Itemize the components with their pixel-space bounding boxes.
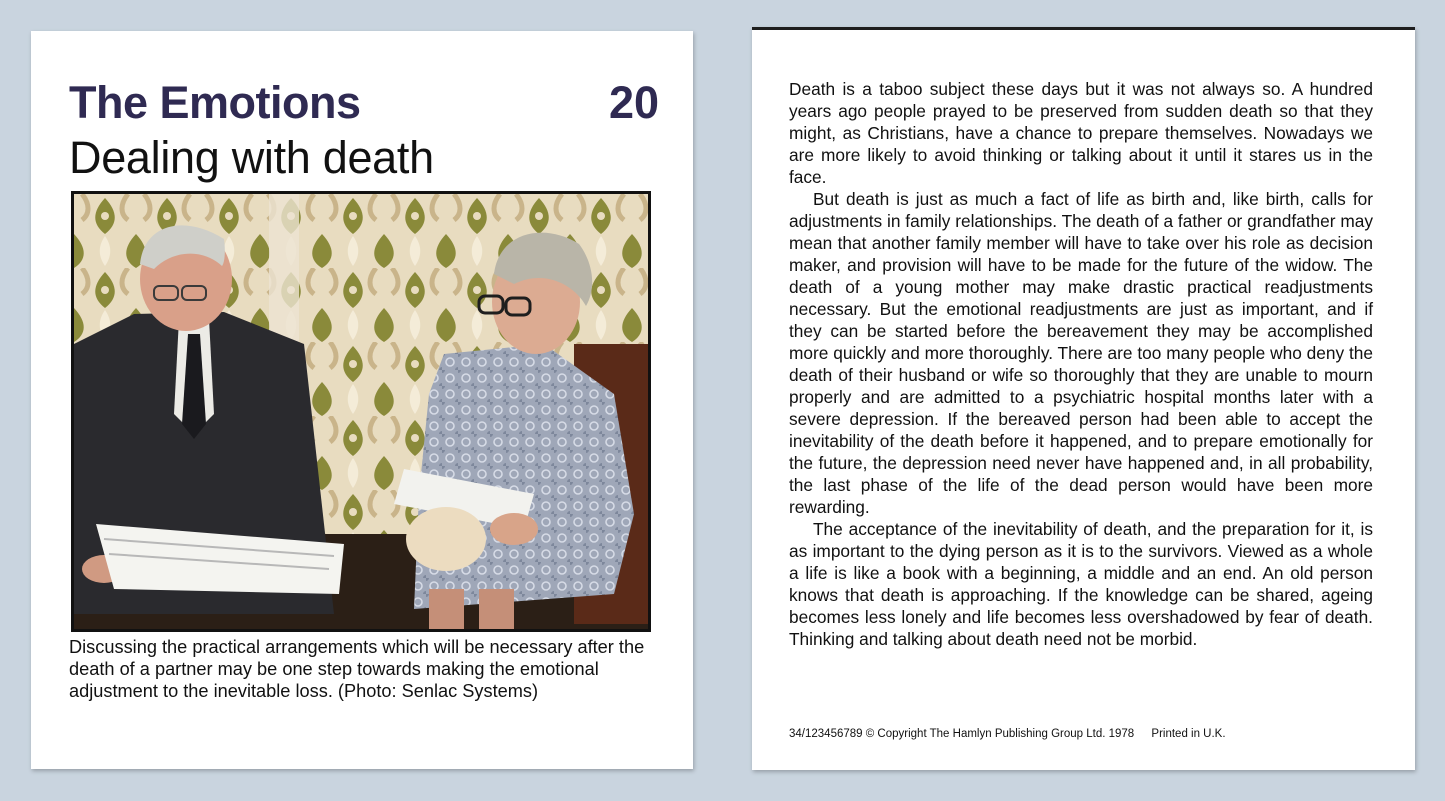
imprint-line xyxy=(789,727,1226,741)
back-card xyxy=(752,27,1415,770)
imprint-code: 34/123456789 xyxy=(789,728,863,740)
imprint-printed: Printed in U.K. xyxy=(1151,728,1226,740)
elderly-couple-photo xyxy=(74,194,648,629)
imprint-copyright: © Copyright The Hamlyn Publishing Group Ltd. 1978 xyxy=(865,728,1135,740)
photo xyxy=(71,191,651,632)
card-number: 20 xyxy=(608,77,659,128)
card-title: Dealing with death xyxy=(69,132,434,183)
paragraph-2: But death is just as much a fact of life as birth and, like birth, calls for adjustments in family relationships. The death of a father or grandfather may mean that another family member will have to take over his role as decision maker, and provision will have to be made for the future of the widow. The death of a young mother may make drastic practical readjustments necessary. But the emotional readjustments are just as important, and if they can be started before the bereavement they may be accomplished more quickly and more thoroughly. There are too many people who deny the death of their husband or wife so thoroughly that they are unable to mourn properly and are admitted to a psychiatric hospital months later with a severe depression. If the bereaved person had been able to accept the inevitability of the death before it happened, and to prepare emotionally for the future, the depression need never have happened and, in all probability, the last phase of the life of the dead person would have been more rewarding. xyxy=(789,189,1373,517)
photo-caption: Discussing the practical arrangements which will be necessary after the death of a partner may be one step towards making the emotional adjustment to the inevitable loss. (Photo: Senlac Systems) xyxy=(69,637,645,701)
paragraph-3: The acceptance of the inevitability of death, and the preparation for it, is as important to the dying person as it is to the survivors. Viewed as a whole a life is like a book with a beginning, a middle and an end. An old person knows that death is approaching. If the knowledge can be shared, ageing becomes less lonely and life becomes less overshadowed by fear of death. Thinking and talking about death need not be morbid. xyxy=(789,519,1373,649)
paragraph-1: Death is a taboo subject these days but it was not always so. A hundred years ago people prayed to be preserved from sudden death so that they might, as Christians, have a chance to prepare themselves. Nowadays we are more likely to avoid thinking or talking about it until it stares us in the face. xyxy=(789,79,1373,187)
series-title: The Emotions xyxy=(69,77,361,128)
article-body xyxy=(789,78,1373,650)
front-card xyxy=(31,31,693,769)
